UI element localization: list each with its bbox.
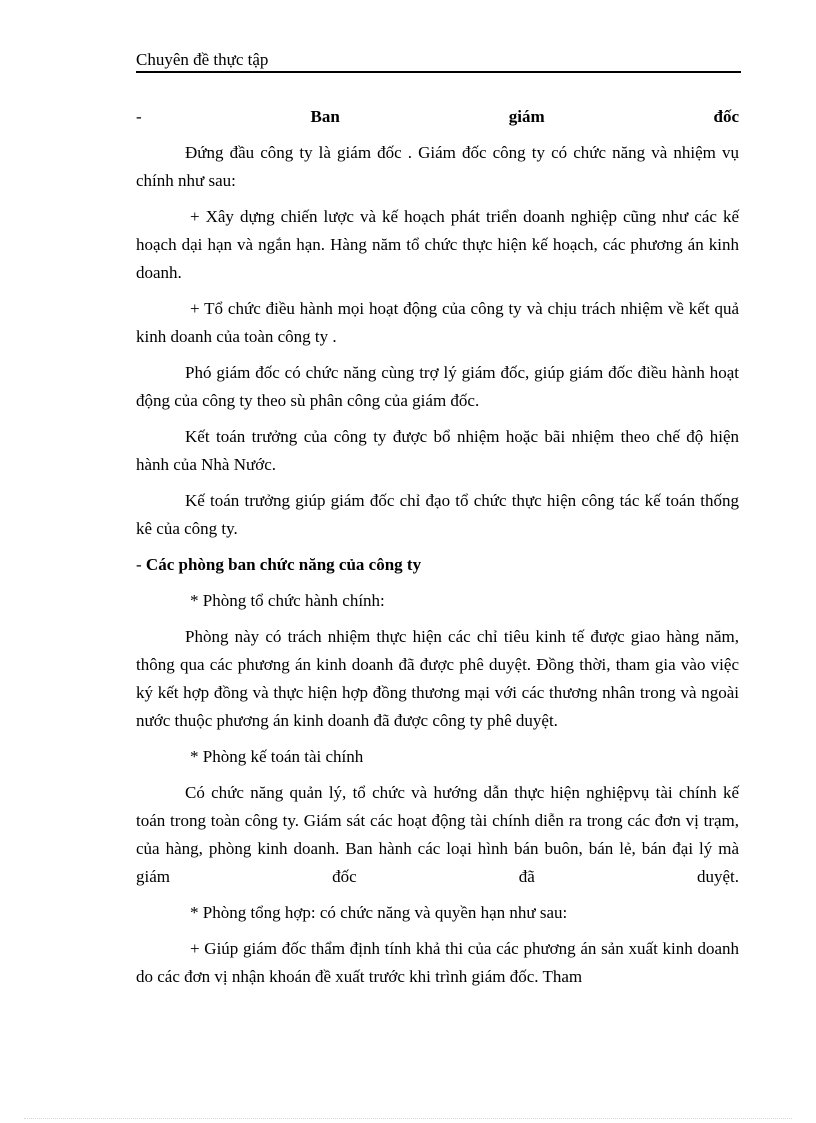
paragraph-director-duty-1: + Xây dựng chiến lược và kế hoạch phát triển doanh nghiệp cũng như các kế hoạch dại hạn và ngắn hạn. Hàng năm tổ chức thực hiện kế hoạch, các phương án kinh doanh. xyxy=(136,207,739,282)
paragraph-deputy-director: Phó giám đốc có chức năng cùng trợ lý giám đốc, giúp giám đốc điều hành hoạt động của công ty theo sù phân công của giám đốc. xyxy=(136,363,739,410)
subheading-finance-dept: * Phòng kế toán tài chính xyxy=(190,747,364,766)
page-bottom-divider xyxy=(24,1118,792,1119)
heading-dash: - xyxy=(136,107,142,126)
paragraph-director-duty-2: + Tổ chức điều hành mọi hoạt động của công ty và chịu trách nhiệm về kết quả kinh doanh của toàn công ty . xyxy=(136,299,739,346)
heading-departments xyxy=(136,551,739,579)
subheading-admin-dept: * Phòng tổ chức hành chính: xyxy=(190,591,385,610)
subheading-general-dept: * Phòng tổng hợp: có chức năng và quyền hạn như sau: xyxy=(190,903,568,922)
heading-word: đốc xyxy=(713,107,739,126)
heading-word: Ban xyxy=(310,107,340,126)
paragraph-admin-dept: Phòng này có trách nhiệm thực hiện các chỉ tiêu kinh tế được giao hàng năm, thông qua các phương án kinh doanh đã được phê duyệt. Đồng thời, tham gia vào việc ký kết hợp đồng và thực hiện hợp đồng thương mại với các thương nhân trong và ngoài nước thuộc phương án kinh doanh đã được công ty phê duyệt. xyxy=(136,627,739,730)
paragraph-chief-accountant-role: Kế toán trưởng giúp giám đốc chỉ đạo tổ chức thực hiện công tác kế toán thống kê của công ty. xyxy=(136,491,739,538)
paragraph-director-intro: Đứng đầu công ty là giám đốc . Giám đốc công ty có chức năng và nhiệm vụ chính như sau: xyxy=(136,143,739,190)
heading-dash: - xyxy=(136,555,142,574)
paragraph-finance-dept: Có chức năng quản lý, tổ chức và hướng dẫn thực hiện nghiệpvụ tài chính kế toán trong toàn công ty. Giám sát các hoạt động tài chính diễn ra trong các đơn vị trạm, của hàng, phòng kinh doanh. Ban hành các loại hình bán buôn, bán lẻ, bán đại lý mà giám đốc đã duyệt. xyxy=(136,783,739,886)
paragraph-chief-accountant-appointment: Kết toán trưởng của công ty được bổ nhiệm hoặc bãi nhiệm theo chế độ hiện hành của Nhà Nước. xyxy=(136,427,739,474)
heading-ban-giam-doc xyxy=(136,103,739,131)
page-header-title: Chuyên đề thực tập xyxy=(136,50,269,69)
paragraph-general-dept-duty: + Giúp giám đốc thẩm định tính khả thi của các phương án sản xuất kinh doanh do các đơn vị nhận khoán đề xuất trước khi trình giám đốc. Tham xyxy=(136,939,739,986)
page-header xyxy=(136,49,741,73)
heading-word: giám xyxy=(508,107,545,126)
document-body xyxy=(136,103,739,999)
heading-departments-text: Các phòng ban chức năng của công ty xyxy=(145,555,422,574)
